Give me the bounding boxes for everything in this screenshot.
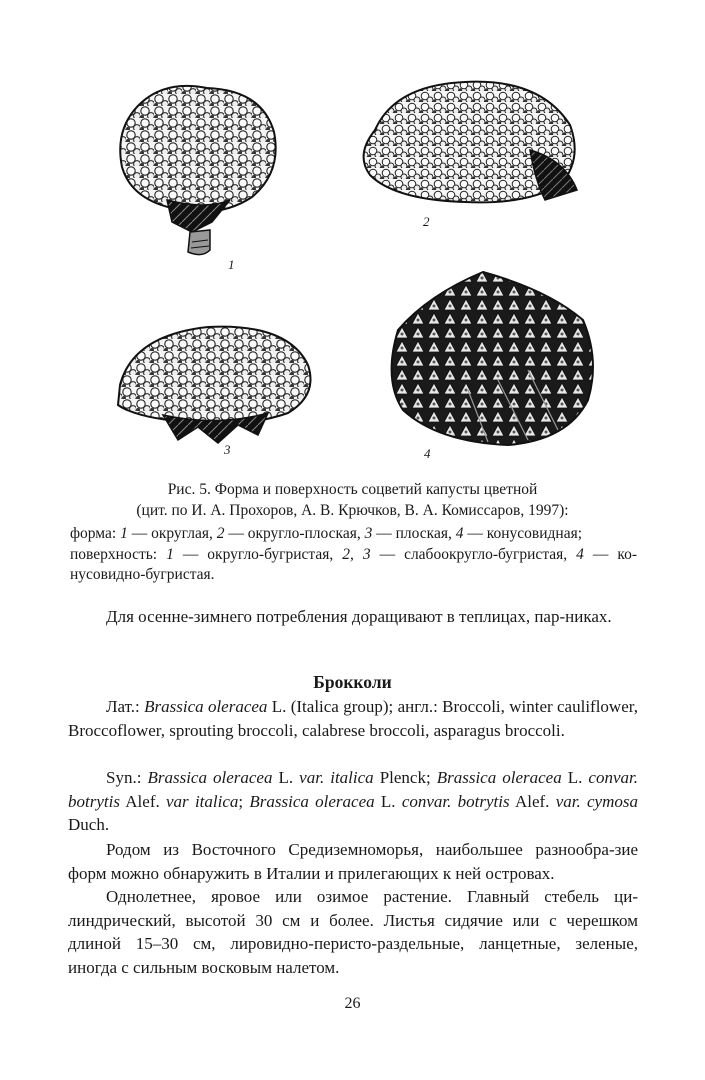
legend-text: — плоская, [372,525,456,542]
paragraph-origin: Родом из Восточного Средиземноморья, наибольшее разнообра-зие форм можно обнаружить в Италии и прилегающих к ней островах. [68,840,638,883]
syn-part: Brassica oleracea [436,768,562,787]
legend-text: — округлая, [127,525,217,542]
syn-part: Brassica oleracea [249,791,375,811]
legend-surface-label: поверхность: [70,545,167,563]
syn-part: convar. botrytis [401,791,510,811]
syn-part: ; [238,791,250,811]
syn-part: Brassica oleracea [147,768,273,787]
lat-rest: L. (Italica group); англ.: Broccoli, winter cauliflower, Broccoflower, sprouting broccoli, calabrese broccoli, asparagus broccoli. [68,697,638,740]
paragraph-synonyms [68,766,638,837]
lat-species: Brassica oleracea [144,697,268,716]
syn-part: var italica [166,791,239,811]
figure-legend [70,524,637,586]
syn-part: Alef. [119,791,167,811]
figure-number: 2 [423,214,430,229]
legend-num: 3 [364,525,373,542]
caption-line-2: (цит. по И. А. Прохоров, А. В. Крючков, В. А. Комиссаров, 1997): [136,502,569,519]
syn-part: L. [561,768,589,787]
figure-caption [60,479,645,521]
syn-part: Plenck; [373,768,437,787]
figure-2 [355,80,590,229]
legend-num: 4 [455,525,464,542]
legend-text: — ко-нусовидно-бугристая. [70,545,637,583]
syn-part: var. italica [299,768,374,787]
legend-num: 2, 3 [342,545,371,563]
syn-label: Syn.: [106,768,148,787]
paragraph-latin-names [68,695,638,742]
legend-num: 4 [576,545,584,563]
lat-label: Лат.: [106,697,145,716]
legend-text: — округло-плоская, [224,525,365,542]
figure-number: 3 [224,442,231,457]
syn-part: L. [374,791,402,811]
legend-text: — слабоокругло-бугристая, [370,545,577,563]
caption-line-1: Рис. 5. Форма и поверхность соцветий капусты цветной [167,481,538,498]
legend-num: 1 [166,545,174,563]
legend-num: 2 [216,525,225,542]
cauliflower-conical-illustration [378,270,603,450]
paragraph-autumn: Для осенне-зимнего потребления доращивают в теплицах, пар-никах. [106,607,612,626]
section-heading: Брокколи [313,672,392,692]
cauliflower-round-flat-illustration [355,80,590,215]
figure-4 [378,270,603,461]
figure-1 [112,82,282,272]
legend-text: — конусовидная; [463,525,583,542]
figure-number: 4 [424,446,431,461]
paragraph-annual: Однолетнее, яровое или озимое растение. Главный стебель ци-линдрический, высотой 30 см и более. Листья сидячие или с черешком длиной 15–30 см, лировидно-перисто-раздельные, ланцетные, зеленые, иногда с сильным восковым налетом. [68,887,638,977]
legend-form-label: форма: [70,525,121,542]
syn-part: var. cymosa [555,791,638,811]
legend-num: 1 [120,525,128,542]
syn-part: convar. botrytis [68,768,638,811]
syn-part: L. [272,768,300,787]
legend-text: — округло-бугристая, [173,545,343,563]
page-number: 26 [344,995,361,1012]
figure-number: 1 [228,257,235,272]
figure-3 [108,315,318,457]
syn-part: Duch. [68,815,110,834]
cauliflower-round-illustration [112,82,282,267]
cauliflower-flat-illustration [108,315,318,445]
syn-part: Alef. [509,791,556,811]
